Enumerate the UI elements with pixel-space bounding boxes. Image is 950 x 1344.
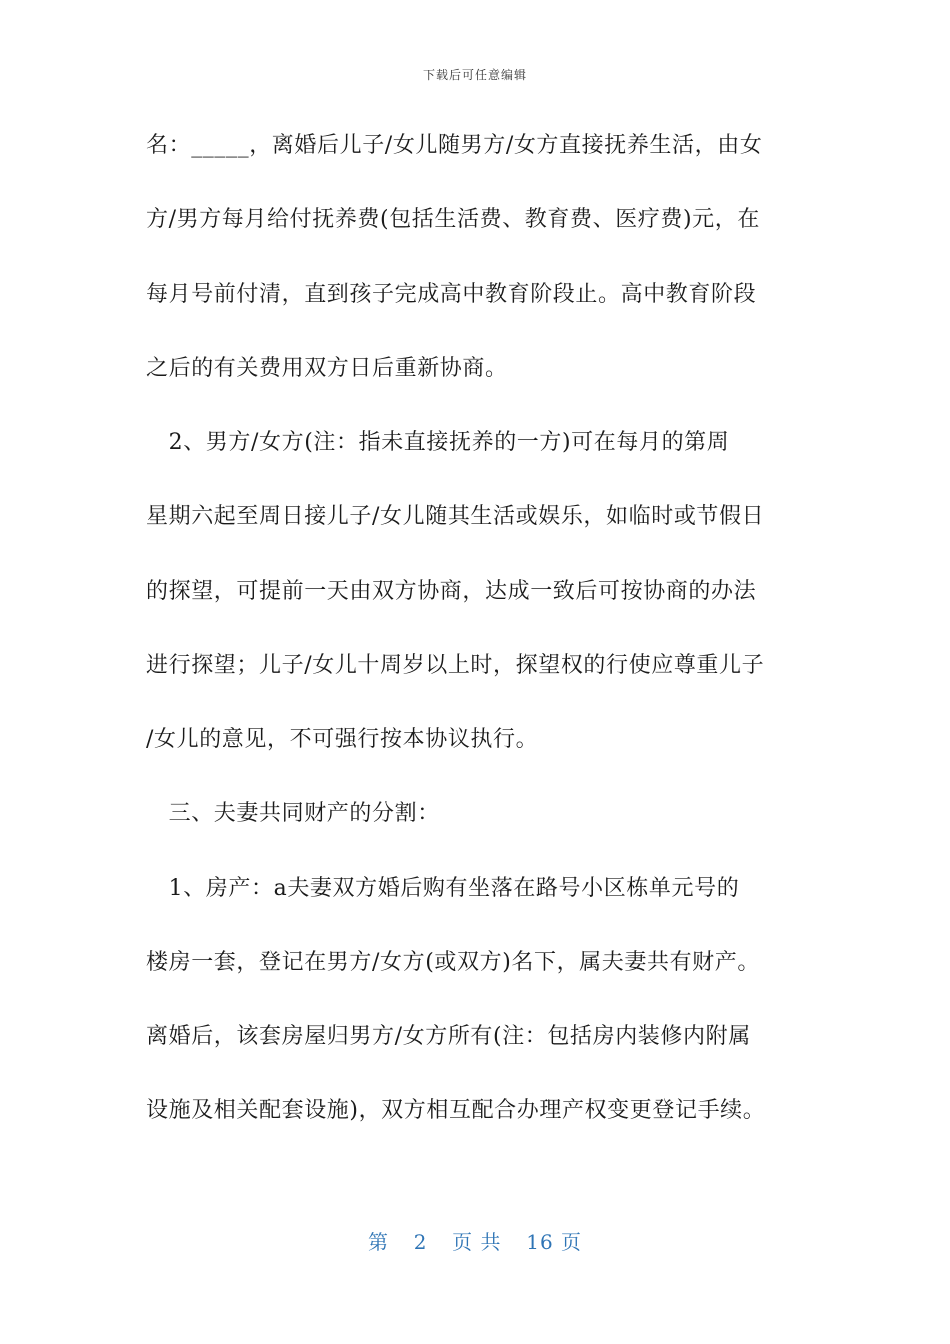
text-line: 方/男方每月给付抚养费(包括生活费、教育费、医疗费)元，在 xyxy=(146,207,760,232)
text-line: 进行探望；儿子/女儿十周岁以上时，探望权的行使应尊重儿子 xyxy=(146,653,765,678)
text-line: 1、房产：a夫妻双方婚后购有坐落在路号小区栋单元号的 xyxy=(146,876,740,901)
text-line: 设施及相关配套设施)，双方相互配合办理产权变更登记手续。 xyxy=(146,1098,766,1123)
page-number: 2 xyxy=(413,1230,428,1254)
text-line: 2、男方/女方(注：指未直接抚养的一方)可在每月的第周 xyxy=(146,430,730,455)
page-middle: 页 共 xyxy=(452,1230,502,1254)
text-line: 楼房一套，登记在男方/女方(或双方)名下，属夫妻共有财产。 xyxy=(146,950,760,975)
text-line: 的探望，可提前一天由双方协商，达成一致后可按协商的办法 xyxy=(146,579,757,604)
page-suffix: 页 xyxy=(561,1230,583,1254)
page-prefix: 第 xyxy=(367,1230,389,1254)
text-line: 名：_____，离婚后儿子/女儿随男方/女方直接抚养生活，由女 xyxy=(146,133,763,158)
page-footer xyxy=(0,1226,950,1255)
text-line: 星期六起至周日接儿子/女儿随其生活或娱乐，如临时或节假日 xyxy=(146,504,765,529)
text-line: 之后的有关费用双方日后重新协商。 xyxy=(146,356,508,381)
total-pages: 16 xyxy=(526,1230,554,1254)
text-line: 每月号前付清，直到孩子完成高中教育阶段止。高中教育阶段 xyxy=(146,282,757,307)
text-line: 离婚后，该套房屋归男方/女方所有(注：包括房内装修内附属 xyxy=(146,1024,751,1049)
text-line: /女儿的意见，不可强行按本协议执行。 xyxy=(146,727,539,752)
page-header: 下载后可任意编辑 xyxy=(422,68,527,82)
section-heading: 三、夫妻共同财产的分割： xyxy=(146,801,440,826)
